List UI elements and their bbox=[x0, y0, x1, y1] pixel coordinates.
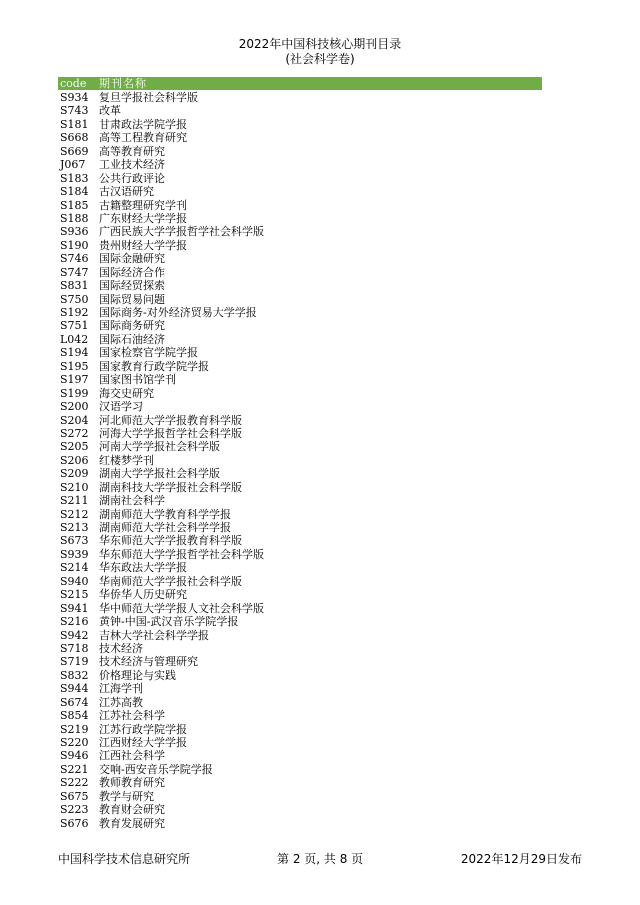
document-title bbox=[0, 37, 640, 67]
table-row bbox=[58, 776, 542, 789]
journal-code: S219 bbox=[60, 722, 89, 736]
journal-name: 改革 bbox=[99, 104, 121, 118]
journal-code: S185 bbox=[60, 198, 89, 212]
journal-code: S200 bbox=[60, 400, 89, 414]
table-row bbox=[58, 629, 542, 642]
journal-code: L042 bbox=[60, 332, 89, 346]
journal-name: 复旦学报社会科学版 bbox=[99, 91, 198, 104]
table-row bbox=[58, 172, 542, 185]
journal-name: 河海大学学报哲学社会科学版 bbox=[99, 426, 242, 440]
journal-code: S215 bbox=[60, 588, 89, 602]
journal-code: S209 bbox=[60, 467, 89, 481]
journal-code: S222 bbox=[60, 776, 89, 790]
journal-code: S719 bbox=[60, 655, 89, 669]
journal-name: 高等教育研究 bbox=[99, 144, 165, 158]
journal-code: S673 bbox=[60, 534, 89, 548]
journal-name: 国际石油经济 bbox=[99, 332, 165, 346]
table-row bbox=[58, 548, 542, 561]
journal-code: S939 bbox=[60, 547, 89, 561]
journal-name: 国家教育行政学院学报 bbox=[99, 359, 209, 373]
page-footer bbox=[0, 851, 640, 867]
table-row bbox=[58, 104, 542, 117]
journal-name: 国际贸易问题 bbox=[99, 292, 165, 306]
journal-name: 价格理论与实践 bbox=[99, 668, 176, 682]
journal-name: 湖南师范大学社会科学学报 bbox=[99, 521, 231, 534]
journal-code: S669 bbox=[60, 144, 89, 158]
journal-code: S216 bbox=[60, 615, 89, 629]
footer-page-info: 第 2 页, 共 8 页 bbox=[277, 852, 364, 866]
journal-name: 河北师范大学学报教育科学版 bbox=[99, 413, 242, 427]
column-header-code: code bbox=[60, 77, 87, 90]
table-row bbox=[58, 440, 542, 453]
table-row bbox=[58, 131, 542, 144]
journal-code: S832 bbox=[60, 668, 89, 682]
table-row bbox=[58, 387, 542, 400]
journal-name: 国际金融研究 bbox=[99, 252, 165, 266]
journal-code: S212 bbox=[60, 507, 89, 521]
table-row bbox=[58, 467, 542, 480]
journal-name: 技术经济与管理研究 bbox=[99, 655, 198, 669]
table-row bbox=[58, 266, 542, 279]
table-row bbox=[58, 225, 542, 238]
journal-code: S223 bbox=[60, 803, 89, 817]
journal-name: 江苏社会科学 bbox=[99, 709, 165, 723]
table-row bbox=[58, 319, 542, 332]
journal-code: S674 bbox=[60, 695, 89, 709]
table-row bbox=[58, 561, 542, 574]
journal-code: S934 bbox=[60, 91, 89, 104]
table-row bbox=[58, 145, 542, 158]
table-row bbox=[58, 736, 542, 749]
journal-code: S746 bbox=[60, 252, 89, 266]
journal-code: S936 bbox=[60, 225, 89, 239]
journal-code: S272 bbox=[60, 426, 89, 440]
journal-name: 华南师范大学学报社会科学版 bbox=[99, 574, 242, 588]
table-row bbox=[58, 669, 542, 682]
table-row bbox=[58, 682, 542, 695]
journal-name: 工业技术经济 bbox=[99, 158, 165, 172]
journal-code: S197 bbox=[60, 373, 89, 387]
journal-code: S205 bbox=[60, 440, 89, 454]
table-header bbox=[58, 77, 542, 90]
journal-code: S747 bbox=[60, 265, 89, 279]
table-row bbox=[58, 642, 542, 655]
table-row bbox=[58, 696, 542, 709]
journal-name: 交响-西安音乐学院学报 bbox=[99, 762, 213, 776]
column-header-name: 期刊名称 bbox=[99, 77, 147, 90]
journal-name: 古籍整理研究学刊 bbox=[99, 198, 187, 212]
table-row bbox=[58, 481, 542, 494]
journal-code: S195 bbox=[60, 359, 89, 373]
journal-code: S206 bbox=[60, 453, 89, 467]
title-line-1: 2022年中国科技核心期刊目录 bbox=[238, 37, 402, 51]
table-row bbox=[58, 575, 542, 588]
table-row bbox=[58, 803, 542, 816]
journal-code: S221 bbox=[60, 762, 89, 776]
journal-code: S199 bbox=[60, 386, 89, 400]
journal-code: S944 bbox=[60, 682, 89, 696]
table-row bbox=[58, 293, 542, 306]
table-row bbox=[58, 199, 542, 212]
table-row bbox=[58, 723, 542, 736]
journal-code: S220 bbox=[60, 736, 89, 749]
table-row bbox=[58, 427, 542, 440]
journal-code: S676 bbox=[60, 816, 89, 830]
journal-code: S854 bbox=[60, 709, 89, 723]
journal-code: S751 bbox=[60, 319, 89, 333]
journal-name: 教育财会研究 bbox=[99, 803, 165, 817]
journal-name: 黄钟-中国-武汉音乐学院学报 bbox=[99, 615, 239, 629]
table-row bbox=[58, 185, 542, 198]
journal-name: 海交史研究 bbox=[99, 386, 154, 400]
table-row bbox=[58, 279, 542, 292]
journal-code: S183 bbox=[60, 171, 89, 185]
journal-code: S213 bbox=[60, 521, 89, 534]
journal-code: S204 bbox=[60, 413, 89, 427]
journal-code: S184 bbox=[60, 185, 89, 199]
journal-code: S946 bbox=[60, 749, 89, 763]
journal-name: 湖南师范大学教育科学学报 bbox=[99, 507, 231, 521]
journal-name: 教师教育研究 bbox=[99, 776, 165, 790]
journal-name: 国际经济合作 bbox=[99, 265, 165, 279]
journal-name: 江海学刊 bbox=[99, 682, 143, 696]
table-row bbox=[58, 306, 542, 319]
journal-code: S743 bbox=[60, 104, 89, 118]
journal-name: 江西社会科学 bbox=[99, 749, 165, 763]
table-row bbox=[58, 346, 542, 359]
table-row bbox=[58, 333, 542, 346]
table-row bbox=[58, 602, 542, 615]
journal-code: S181 bbox=[60, 117, 89, 131]
journal-name: 红楼梦学刊 bbox=[99, 453, 154, 467]
table-row bbox=[58, 252, 542, 265]
table-row bbox=[58, 373, 542, 386]
journal-name: 教育发展研究 bbox=[99, 816, 165, 830]
journal-name: 汉语学习 bbox=[99, 400, 143, 414]
journal-name: 吉林大学社会科学学报 bbox=[99, 628, 209, 642]
table-row bbox=[58, 521, 542, 534]
table-row bbox=[58, 655, 542, 668]
journal-code: S942 bbox=[60, 628, 89, 642]
table-row bbox=[58, 400, 542, 413]
journal-code: S211 bbox=[60, 494, 89, 508]
title-line-2: (社会科学卷) bbox=[285, 52, 355, 66]
journal-name: 技术经济 bbox=[99, 641, 143, 655]
table-row bbox=[58, 454, 542, 467]
journal-name: 广西民族大学学报哲学社会科学版 bbox=[99, 225, 264, 239]
journal-name: 古汉语研究 bbox=[99, 185, 154, 199]
journal-name: 国家图书馆学刊 bbox=[99, 373, 176, 387]
journal-name: 江苏行政学院学报 bbox=[99, 722, 187, 736]
table-row bbox=[58, 763, 542, 776]
journal-name: 国家检察官学院学报 bbox=[99, 346, 198, 360]
journal-code: S718 bbox=[60, 641, 89, 655]
journal-name: 华东政法大学学报 bbox=[99, 561, 187, 575]
table-row bbox=[58, 709, 542, 722]
journal-code: S750 bbox=[60, 292, 89, 306]
table-row bbox=[58, 494, 542, 507]
table-row bbox=[58, 534, 542, 547]
journal-code: S941 bbox=[60, 601, 89, 615]
journal-list bbox=[58, 91, 542, 830]
journal-name: 国际商务研究 bbox=[99, 319, 165, 333]
journal-name: 江苏高教 bbox=[99, 695, 143, 709]
journal-code: S194 bbox=[60, 346, 89, 360]
table-row bbox=[58, 749, 542, 762]
journal-name: 甘肃政法学院学报 bbox=[99, 117, 187, 131]
table-row bbox=[58, 790, 542, 803]
journal-name: 贵州财经大学学报 bbox=[99, 238, 187, 252]
journal-name: 河南大学学报社会科学版 bbox=[99, 440, 220, 454]
journal-code: S214 bbox=[60, 561, 89, 575]
table-row bbox=[58, 414, 542, 427]
footer-date: 2022年12月29日发布 bbox=[460, 852, 582, 866]
journal-name: 华东师范大学学报哲学社会科学版 bbox=[99, 547, 264, 561]
journal-name: 湖南社会科学 bbox=[99, 494, 165, 508]
journal-name: 国际经贸探索 bbox=[99, 279, 165, 293]
table-row bbox=[58, 212, 542, 225]
journal-code: S210 bbox=[60, 480, 89, 494]
table-row bbox=[58, 817, 542, 830]
table-row bbox=[58, 91, 542, 104]
journal-name: 公共行政评论 bbox=[99, 171, 165, 185]
journal-name: 湖南科技大学学报社会科学版 bbox=[99, 480, 242, 494]
journal-code: S668 bbox=[60, 131, 89, 145]
footer-publisher: 中国科学技术信息研究所 bbox=[58, 852, 191, 866]
journal-code: S190 bbox=[60, 238, 89, 252]
journal-code: J067 bbox=[60, 158, 86, 172]
journal-name: 高等工程教育研究 bbox=[99, 131, 187, 145]
journal-code: S831 bbox=[60, 279, 89, 293]
journal-name: 湖南大学学报社会科学版 bbox=[99, 467, 220, 481]
journal-code: S940 bbox=[60, 574, 89, 588]
table-row bbox=[58, 588, 542, 601]
table-row bbox=[58, 508, 542, 521]
journal-code: S192 bbox=[60, 306, 89, 319]
journal-name: 江西财经大学学报 bbox=[99, 736, 187, 749]
table-row bbox=[58, 118, 542, 131]
journal-code: S188 bbox=[60, 211, 89, 225]
table-row bbox=[58, 360, 542, 373]
journal-name: 国际商务-对外经济贸易大学学报 bbox=[99, 306, 257, 319]
journal-name: 广东财经大学学报 bbox=[99, 211, 187, 225]
table-row bbox=[58, 239, 542, 252]
table-row bbox=[58, 158, 542, 171]
journal-name: 华东师范大学学报教育科学版 bbox=[99, 534, 242, 548]
journal-name: 教学与研究 bbox=[99, 789, 154, 803]
journal-name: 华中师范大学学报人文社会科学版 bbox=[99, 601, 264, 615]
journal-code: S675 bbox=[60, 789, 89, 803]
table-row bbox=[58, 615, 542, 628]
journal-name: 华侨华人历史研究 bbox=[99, 588, 187, 602]
